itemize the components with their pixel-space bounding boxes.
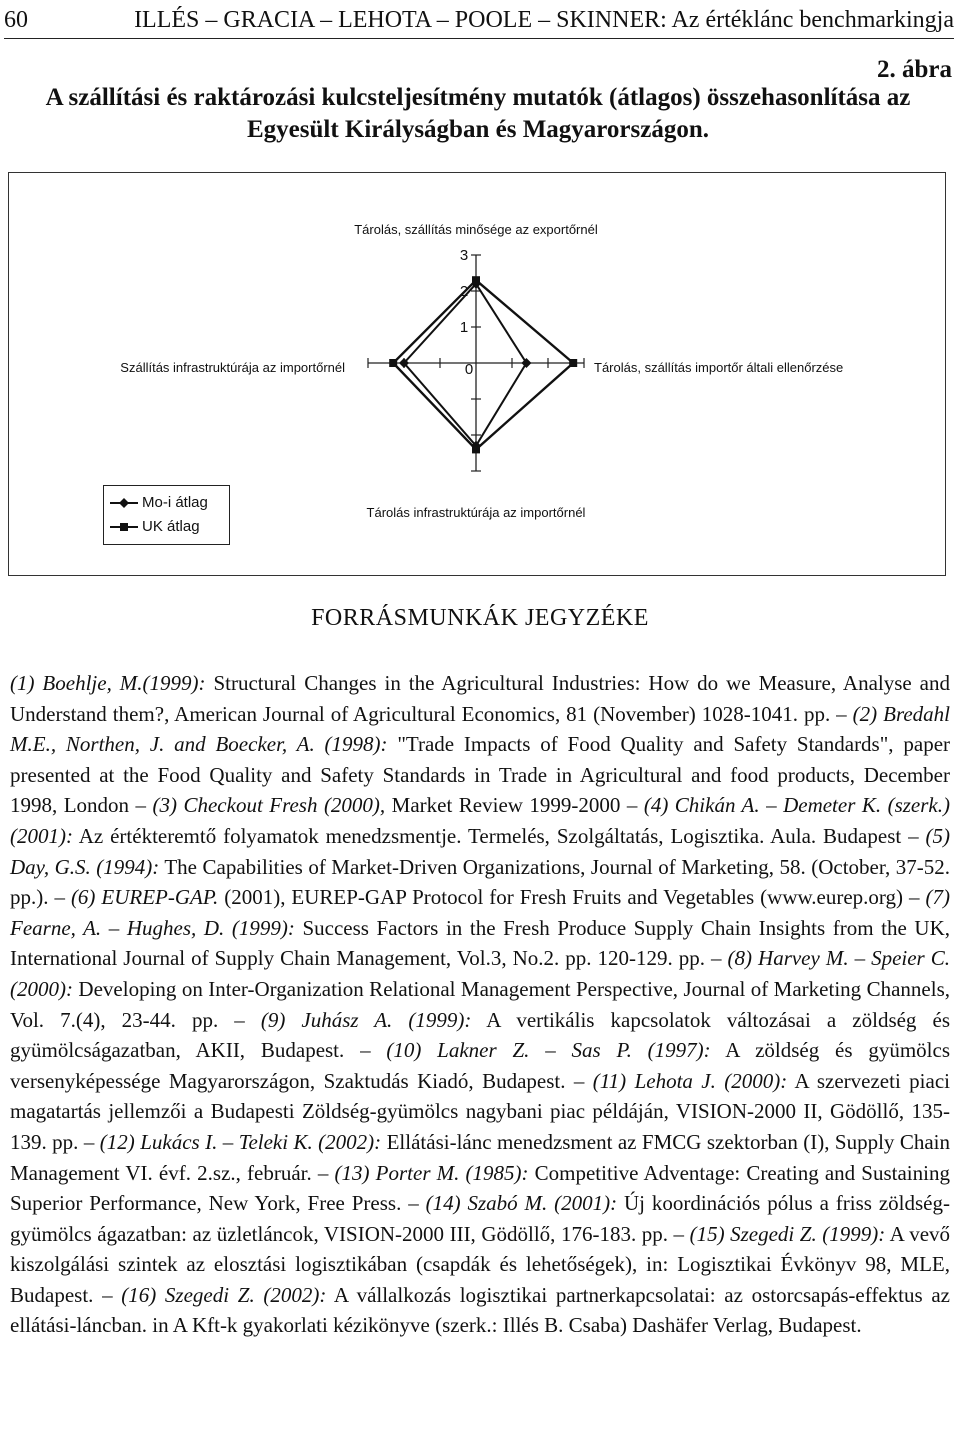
radar-point-square: [389, 359, 397, 367]
radar-point-square: [472, 276, 480, 284]
radar-tick-label: 1: [459, 319, 469, 336]
radar-tick-label: 0: [464, 361, 474, 378]
reference-item: [71, 885, 926, 909]
radar-tick-label: 2: [459, 283, 469, 300]
sources-heading: FORRÁSMUNKÁK JEGYZÉKE: [311, 605, 649, 631]
reference-author: (8) Harvey M. – Speier C. (2000):: [10, 946, 950, 1001]
running-title: ILLÉS – GRACIA – LEHOTA – POOLE – SKINNER: Az értéklánc benchmarkingja: [134, 7, 954, 33]
radar-point-square: [472, 445, 480, 453]
radar-tick-label: 3: [459, 247, 469, 264]
reference-text: Structural Changes in the Agricultural Industries: How do we Measure, Analyse and Understand them?, American Journal of Agricultural Economics, 81 (November) 1028-1041. pp. –: [10, 671, 950, 726]
reference-author: (4) Chikán A. – Demeter K. (szerk.) (2001):: [10, 793, 950, 848]
reference-author: (1) Boehlje, M.(1999):: [10, 671, 206, 695]
radar-series-line: [393, 280, 573, 449]
reference-text: Az értékteremtő folyamatok menedzsmentje. Termelés, Szolgáltatás, Logisztika. Aula. Budapest –: [72, 823, 926, 848]
reference-text: Developing on Inter-Organization Relational Management Perspective, Journal of Marketing Channels, Vol. 7.(4), 23-44. pp. –: [10, 976, 950, 1032]
reference-text: A vállalkozás logisztikai partnerkapcsolatai: az ostorcsapás-effektus az ellátási-láncban. in A Kft-k gyakorlati kézikönyve (szerk.: Illés B. Csaba) Dashäfer Verlag, Budapest.: [10, 1282, 951, 1338]
page-number: 60: [4, 7, 28, 33]
reference-author: (16) Szegedi Z. (2002):: [121, 1282, 327, 1307]
reference-author: (3) Checkout Fresh (2000),: [152, 793, 386, 818]
reference-author: (6) EUREP-GAP.: [70, 885, 219, 910]
reference-text: Competitive Adventage: Creating and Sustaining Superior Performance, New York, Free Press. –: [10, 1160, 950, 1216]
radar-axis-label: Tárolás infrastruktúrája az importőrnél: [366, 505, 586, 520]
reference-author: (9) Juhász A. (1999):: [260, 1007, 472, 1032]
reference-text: A vertikális kapcsolatok változásai a zöldség és gyümölcságazatban, AKII, Budapest. –: [10, 1007, 950, 1063]
legend-label-mo: Mo-i átlag: [142, 494, 208, 511]
legend-label-uk: UK átlag: [142, 518, 200, 535]
radar-axis-label: Szállítás infrastruktúrája az importőrnél: [120, 360, 345, 375]
reference-author: (15) Szegedi Z. (1999):: [689, 1221, 886, 1246]
radar-axis-label: Tárolás, szállítás minősége az exportőrnél: [354, 222, 598, 237]
reference-author: (7) Fearne, A. – Hughes, D. (1999):: [10, 885, 950, 940]
reference-author: (13) Porter M. (1985):: [334, 1160, 529, 1185]
reference-text: A zöldség és gyümölcs versenyképessége Magyarországon, Szaktudás Kiadó, Budapest. –: [10, 1038, 950, 1093]
radar-point-diamond: [521, 358, 531, 368]
reference-list: [10, 668, 950, 1341]
reference-item: [10, 671, 950, 726]
figure-title: A szállítási és raktározási kulcsteljesítmény mutatók (átlagos) összehasonlítása az Egyesült Királyságban és Magyarországon.: [45, 84, 911, 143]
legend-square-marker-icon: [110, 521, 138, 533]
figure-label: 2. ábra: [877, 56, 952, 83]
reference-text: Market Review 1999-2000 –: [385, 793, 644, 818]
reference-author: (5) Day, G.S. (1994):: [10, 823, 950, 879]
reference-text: Új koordinációs pólus a friss zöldség-gyümölcs ágazatban: az üzletláncok, VISION-2000 III, Gödöllő, 176-183. pp. –: [10, 1191, 950, 1246]
reference-text: A szervezeti piaci magatartás jellemzői a Budapesti Zöldség-gyümölcs nagybani piac példáján, VISION-2000 II, Gödöllő, 135-139. pp. –: [10, 1068, 950, 1154]
legend-item-mo: [110, 492, 208, 514]
reference-text: Ellátási-lánc menedzsment az FMCG szektorban (I), Supply Chain Management VI. évf. 2.sz., február. –: [10, 1129, 951, 1185]
reference-item: [10, 1283, 950, 1338]
reference-text: "Trade Impacts of Food Quality and Safety Standards", paper presented at the Food Quality and Safety Standards in Trade in Agricultural and food products, December 1998, London –: [10, 732, 951, 818]
reference-item: [153, 793, 644, 817]
reference-author: (2) Bredahl M.E., Northen, J. and Boecker, A. (1998):: [10, 701, 950, 757]
reference-text: The Capabilities of Market-Driven Organizations, Journal of Marketing, 58. (October, 37-52. pp.). –: [10, 854, 950, 910]
radar-axis-label: Tárolás, szállítás importőr általi ellenőrzése: [594, 360, 844, 375]
legend-diamond-marker-icon: [110, 497, 138, 509]
chart-legend: [103, 485, 230, 545]
reference-author: (10) Lakner Z. – Sas P. (1997):: [386, 1038, 711, 1063]
reference-text: (2001), EUREP-GAP Protocol for Fresh Fruits and Vegetables (www.eurep.org) –: [218, 885, 926, 910]
reference-author: (14) Szabó M. (2001):: [425, 1191, 618, 1216]
radar-point-square: [569, 359, 577, 367]
reference-text: Success Factors in the Fresh Produce Supply Chain Insights from the UK, International Journal of Supply Chain Management, Vol.3, No.2. pp. 120-129. pp. –: [10, 915, 950, 971]
legend-item-uk: [110, 516, 200, 538]
reference-author: (11) Lehota J. (2000):: [592, 1068, 788, 1093]
reference-text: A vevő kiszolgálási szintek az elosztási logisztikában (csapdák és lehetőségek), in: Logisztikai Évkönyv 98, MLE, Budapest. –: [10, 1221, 951, 1307]
reference-author: (12) Lukács I. – Teleki K. (2002):: [99, 1129, 382, 1154]
